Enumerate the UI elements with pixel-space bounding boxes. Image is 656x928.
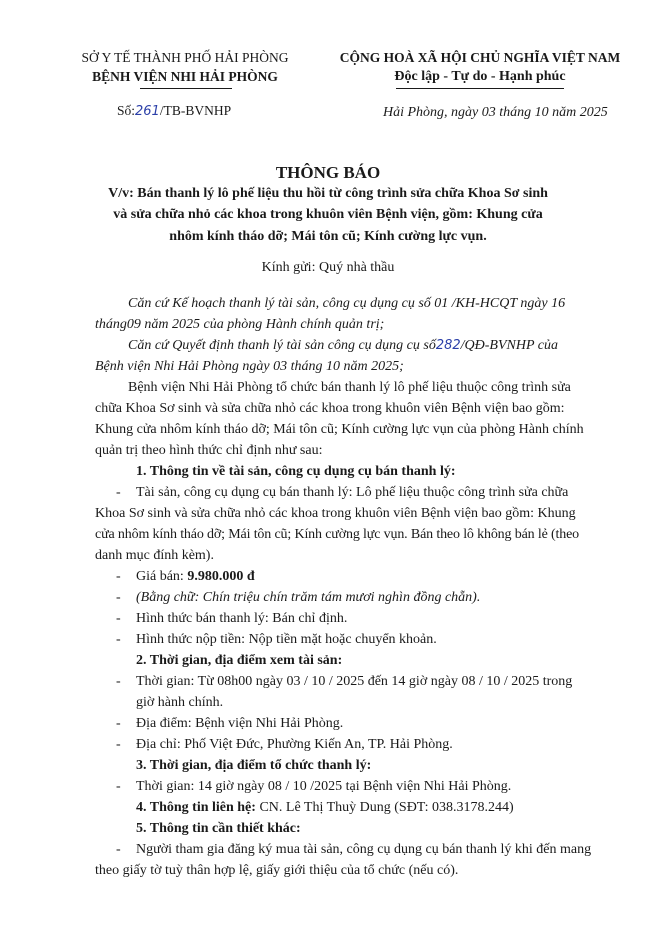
s2-place: Địa điểm: Bệnh viện Nhi Hải Phòng. xyxy=(136,716,344,731)
bullet: - xyxy=(116,674,121,689)
header-left-divider xyxy=(140,88,232,89)
intro-line-3: Khung cửa nhôm kính tháo dỡ; Mái tôn cũ; Kính cường lực vụn của phòng Hành chính xyxy=(95,422,584,437)
document-title: THÔNG BÁO xyxy=(275,163,381,182)
bullet: - xyxy=(116,737,121,752)
price-label: Giá bán: xyxy=(136,569,188,584)
subject-line-3: nhôm kính tháo dỡ; Mái tôn cũ; Kính cường lực vụn. xyxy=(169,229,487,244)
s1-item1-line-4: danh mục đính kèm). xyxy=(95,548,214,563)
basis1-line-1: Căn cứ Kế hoạch thanh lý tài sản, công cụ dụng cụ số 01 /KH-HCQT ngày 16 xyxy=(128,296,566,311)
bullet: - xyxy=(116,590,121,605)
price-in-words: (Bằng chữ: Chín triệu chín trăm tám mươi nghìn đồng chẵn). xyxy=(136,590,481,605)
s1-item1-line-2: Khoa Sơ sinh và sửa chữa nhỏ các khoa trong khuôn viên Bệnh viện bao gồm: Khung xyxy=(95,506,576,521)
s3-time: Thời gian: 14 giờ ngày 08 / 10 /2025 tại Bệnh viện Nhi Hải Phòng. xyxy=(136,779,512,794)
s1-item1-line-1: Tài sản, công cụ dụng cụ bán thanh lý: Lô phế liệu thuộc công trình sửa chữa xyxy=(136,485,569,500)
section4-line xyxy=(136,800,514,816)
subject-line-2: và sửa chữa nhỏ các khoa trong khuôn viên Bệnh viện, gồm: Khung cửa xyxy=(113,207,543,222)
basis2-prefix: Căn cứ Quyết định thanh lý tài sản công cụ dụng cụ số xyxy=(128,338,436,353)
s5-note-line-1: Người tham gia đăng ký mua tài sản, công cụ dụng cụ bán thanh lý khi đến mang xyxy=(136,842,592,857)
price-line xyxy=(136,569,255,585)
bullet: - xyxy=(116,716,121,731)
sale-method: Hình thức bán thanh lý: Bán chỉ định. xyxy=(136,611,348,626)
price-value: 9.980.000 đ xyxy=(187,569,255,584)
greeting: Kính gửi: Quý nhà thầu xyxy=(261,260,395,275)
issuing-authority: SỞ Y TẾ THÀNH PHỐ HẢI PHÒNG xyxy=(81,50,289,65)
basis2-suffix: /QĐ-BVNHP của xyxy=(460,338,558,353)
national-motto: Độc lập - Tự do - Hạnh phúc xyxy=(394,69,566,84)
basis2-line-1 xyxy=(128,338,558,354)
national-title: CỘNG HOÀ XÃ HỘI CHỦ NGHĨA VIỆT NAM xyxy=(339,50,621,65)
subject-line-1: V/v: Bán thanh lý lô phế liệu thu hồi từ công trình sửa chữa Khoa Sơ sinh xyxy=(108,186,548,201)
s2-time-line-2: giờ hành chính. xyxy=(136,695,224,710)
doc-no-suffix: /TB-BVNHP xyxy=(159,103,232,118)
basis2-handwritten-no: 282 xyxy=(435,338,461,353)
section2-heading: 2. Thời gian, địa điểm xem tài sản: xyxy=(136,653,343,668)
s5-note-line-2: theo giấy tờ tuỳ thân hợp lệ, giấy giới thiệu của tổ chức (nếu có). xyxy=(95,863,459,878)
s2-time-line-1: Thời gian: Từ 08h00 ngày 03 / 10 / 2025 đến 14 giờ ngày 08 / 10 / 2025 trong xyxy=(136,674,573,689)
intro-line-2: chữa Khoa Sơ sinh và sửa chữa nhỏ các khoa trong khuôn viên Bệnh viện bao gồm: xyxy=(95,401,565,416)
s2-address: Địa chỉ: Phố Việt Đức, Phường Kiến An, TP. Hải Phòng. xyxy=(136,737,453,752)
basis1-line-2: tháng09 năm 2025 của phòng Hành chính quản trị; xyxy=(95,317,385,332)
payment-method: Hình thức nộp tiền: Nộp tiền mặt hoặc chuyển khoản. xyxy=(136,632,437,647)
place-date: Hải Phòng, ngày 03 tháng 10 năm 2025 xyxy=(383,105,608,120)
issuing-unit: BỆNH VIỆN NHI HẢI PHÒNG xyxy=(92,69,278,84)
header-right-divider xyxy=(396,88,564,89)
intro-line-4: quản trị theo hình thức chỉ định như sau: xyxy=(95,443,323,458)
bullet: - xyxy=(116,569,121,584)
bullet: - xyxy=(116,779,121,794)
section4-heading: 4. Thông tin liên hệ: xyxy=(136,800,256,815)
section4-contact: CN. Lê Thị Thuỳ Dung (SĐT: 038.3178.244) xyxy=(255,800,514,815)
bullet: - xyxy=(116,842,121,857)
doc-no-prefix: Số: xyxy=(117,103,136,118)
bullet: - xyxy=(116,611,121,626)
section3-heading: 3. Thời gian, địa điểm tổ chức thanh lý: xyxy=(136,758,372,773)
basis2-line-2: Bệnh viện Nhi Hải Phòng ngày 03 tháng 10 năm 2025; xyxy=(95,359,404,374)
s1-item1-line-3: cửa nhôm kính tháo dỡ; Mái tôn cũ; Kính cường lực vụn. Bán theo lô không bán lẻ (theo xyxy=(95,527,580,542)
section1-heading: 1. Thông tin về tài sản, công cụ dụng cụ bán thanh lý: xyxy=(136,464,456,479)
intro-line-1: Bệnh viện Nhi Hải Phòng tổ chức bán thanh lý lô phế liệu thuộc công trình sửa xyxy=(128,380,571,395)
document-number xyxy=(117,103,231,119)
section5-heading: 5. Thông tin cần thiết khác: xyxy=(136,821,301,836)
doc-no-handwritten: 261 xyxy=(135,104,160,119)
bullet: - xyxy=(116,632,121,647)
bullet: - xyxy=(116,485,121,500)
